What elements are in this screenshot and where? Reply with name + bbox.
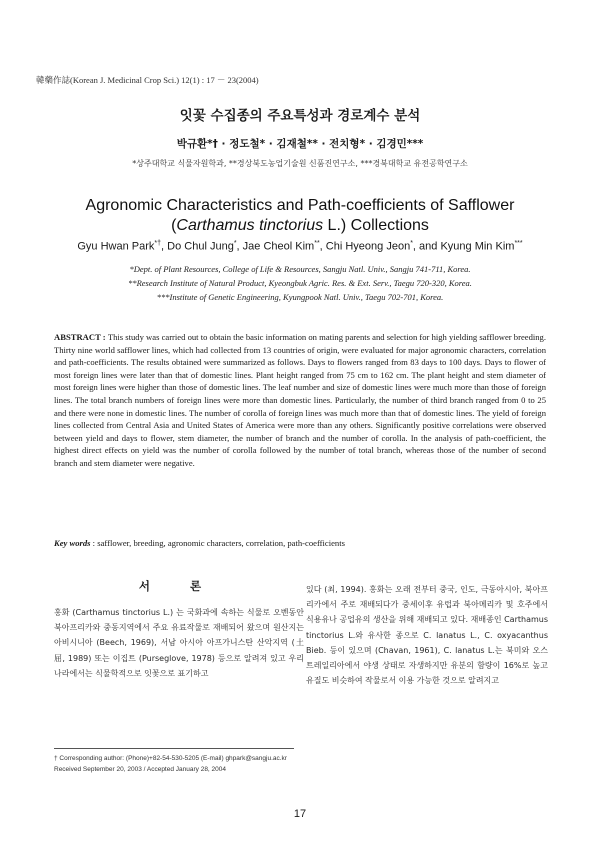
affiliation-line: **Research Institute of Natural Product, Kyeongbuk Agric. Res. & Ext. Serv., Taegu 720-320, Korea. xyxy=(128,278,472,288)
korean-authors: 박규환*† · 정도철* · 김재철** · 전치형* · 김경민*** xyxy=(176,138,424,150)
body-column-right: 있다 (최, 1994). 홍화는 오래 전부터 중국, 인도, 극동아시아, 북아프리카에서 주로 재배되다가 중세이후 유럽과 북아메리카 및 호주에서 식용유나 공업유의 생산을 위해 재배되고 있다. 재배종인 Carthamus tinctorius L.와 유사한 종으로 C. lanatus L., C. oxyacanthus Bieb. 등이 있으며 (Chavan, 1961), C. lanatus L.는 북미와 오스트레일리아에서 야생 상태로 자생하지만 유분의 함량이 16%로 높고 유질도 비슷하여 작물로서 이용 가능한 것으로 알려지고 xyxy=(306,585,549,686)
author-name: Do Chul Jung xyxy=(167,240,234,253)
received-dates: Received September 20, 2003 / Accepted January 28, 2004 xyxy=(54,765,227,773)
keywords-label: Key words xyxy=(54,538,91,548)
section-introduction-heading: 서 론 xyxy=(138,579,220,593)
affiliation-line: ***Institute of Genetic Engineering, Kyungpook Natl. Univ., Taegu 702-701, Korea. xyxy=(156,292,444,302)
body-column-left: 홍화 (Carthamus tinctorius L.) 는 국화과에 속하는 식물로 오벤동안 북아프리카와 중동지역에서 주요 유료작물로 재배되어 왔으며 원산지는 아비시니아 (Beech, 1969), 서남 아시아 아프가니스탄 산악지역 (土屈, 1989) 또는 이집트 (Purseglove, 1978) 등으로 알려져 있고 우리 나라에서는 식물학적으로 잇꽃으로 표기하고 xyxy=(54,608,304,678)
footnote-divider xyxy=(54,748,294,749)
english-title xyxy=(0,196,600,236)
corresponding-author-note: † Corresponding author: (Phone)+82-54-530-5205 (E-mail) ghpark@sangju.ac.kr xyxy=(54,755,287,762)
author-name: Jae Cheol Kim xyxy=(242,240,315,253)
page-number: 17 xyxy=(293,808,307,820)
keywords-text: safflower, breeding, agronomic characters, correlation, path-coefficients xyxy=(97,538,345,548)
footnote xyxy=(54,754,454,775)
author-name: Kyung Min Kim xyxy=(440,240,515,253)
author-name: Chi Hyeong Jeon xyxy=(325,240,411,253)
english-authors: Gyu Hwan Park*†, Do Chul Jung*, Jae Cheol Kim**, Chi Hyeong Jeon*, and Kyung Min Kim*** xyxy=(77,240,523,253)
abstract-label: ABSTRACT : xyxy=(54,332,108,342)
english-affiliations xyxy=(0,262,600,304)
affiliation-line: *Dept. of Plant Resources, College of Life & Resources, Sangju Natl. Univ., Sangju 741-711, Korea. xyxy=(129,264,471,274)
abstract xyxy=(54,331,546,470)
english-title-line2: (Carthamus tinctorius L.) Collections xyxy=(171,217,429,234)
english-title-line1: Agronomic Characteristics and Path-coefficients of Safflower xyxy=(85,197,515,214)
keywords: Key words : safflower, breeding, agronomic characters, correlation, path-coefficients xyxy=(54,538,345,548)
korean-title: 잇꽃 수집종의 주요특성과 경로계수 분석 xyxy=(179,108,421,124)
species-name: Carthamus tinctorius xyxy=(176,217,324,234)
journal-header: 韓藥作誌(Korean J. Medicinal Crop Sci.) 12(1) : 17 － 23(2004) xyxy=(36,75,259,85)
author-name: Gyu Hwan Park xyxy=(77,240,155,253)
korean-affiliations: *상주대학교 식물자원학과, **경상북도농업기술원 신품진연구소, ***경북대학교 유전공학연구소 xyxy=(132,159,468,168)
abstract-text: This study was carried out to obtain the basic information on mating parents and selection for high yielding safflower breeding. Thirty nine world safflower lines, which had collected from 13 countries of origin, were evaluated for major agronomic characters, correlation and path-coefficients. The results obtained were summarized as follows. Days to flowers ranged from 83 days to 100 days. Days to flower of most foreign lines were later than that of domestic lines. Plant height ranged from 75 cm to 162 cm. The plant height and stem diameter of most foreign lines were higher than those of domestic lines. The leaf number and size of domestic lines were much more than those of foreign lines. The total branch numbers of foreign lines were more than domestic lines. Particularly, the number of third branch ranged from 0 to 25 and there were none in domestic lines. The number of corolla of foreign lines was much more than that of domestic lines. The yield of foreign lines collected from Central Asia and United States of America were more than any others. Significantly positive correlations were observed between yield and days to flower, stem diameter, the number of branch and the number of corolla. In the analysis of path-coefficient, the highest direct effects on yield was the number of corolla followed by the number of total branch, whereas those of the number of second branch and stem diameter were negative. xyxy=(54,332,546,468)
